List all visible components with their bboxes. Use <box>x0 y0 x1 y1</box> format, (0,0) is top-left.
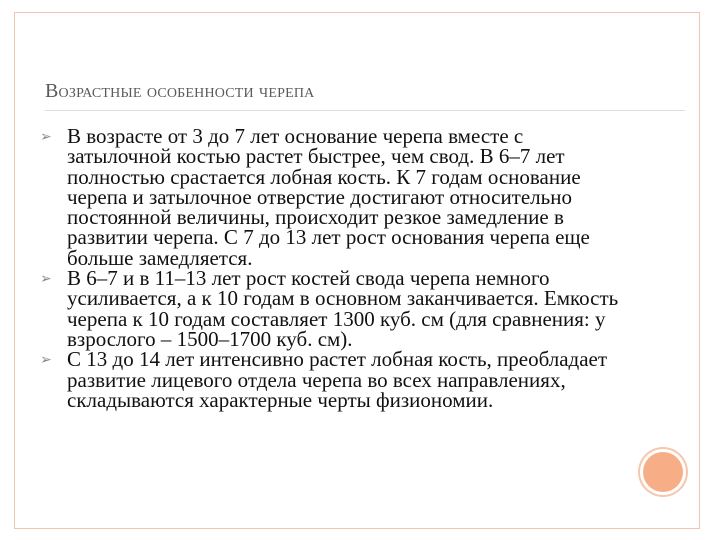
bullet-item <box>40 268 630 349</box>
bullet-list <box>40 126 630 410</box>
bullet-text: С 13 до 14 лет интенсивно растет лобная кость, преобладает развитие лицевого отдела черепа во всех направлениях, складываются характерные черты физиономии. <box>67 347 608 412</box>
slide-title: Возрастные особенности черепа <box>45 80 315 102</box>
arrowhead-bullet-icon: ➢ <box>40 352 52 369</box>
bullet-text: В возрасте от 3 до 7 лет основание черепа вместе с затылочной костью растет быстрее, чем свод. В 6–7 лет полностью срастается лобная кость. К 7 годам основание черепа и затылочное отверстие достигают относительно постоянной величины, происходит резкое замедление в развитии черепа. С 7 до 13 лет рост основания черепа еще больше замедляется. <box>67 124 590 270</box>
arrowhead-bullet-icon: ➢ <box>40 271 52 288</box>
arrowhead-bullet-icon: ➢ <box>40 129 52 145</box>
title-divider <box>45 110 685 111</box>
decorative-circle <box>643 452 683 492</box>
bullet-item <box>40 349 630 410</box>
bullet-item <box>40 126 630 268</box>
bullet-text: В 6–7 и в 11–13 лет рост костей свода черепа немного усиливается, а к 10 годам в основном заканчивается. Емкость черепа к 10 годам составляет 1300 куб. см (для сравнения: у взрослого – 1500–1700 куб. см). <box>67 266 619 351</box>
